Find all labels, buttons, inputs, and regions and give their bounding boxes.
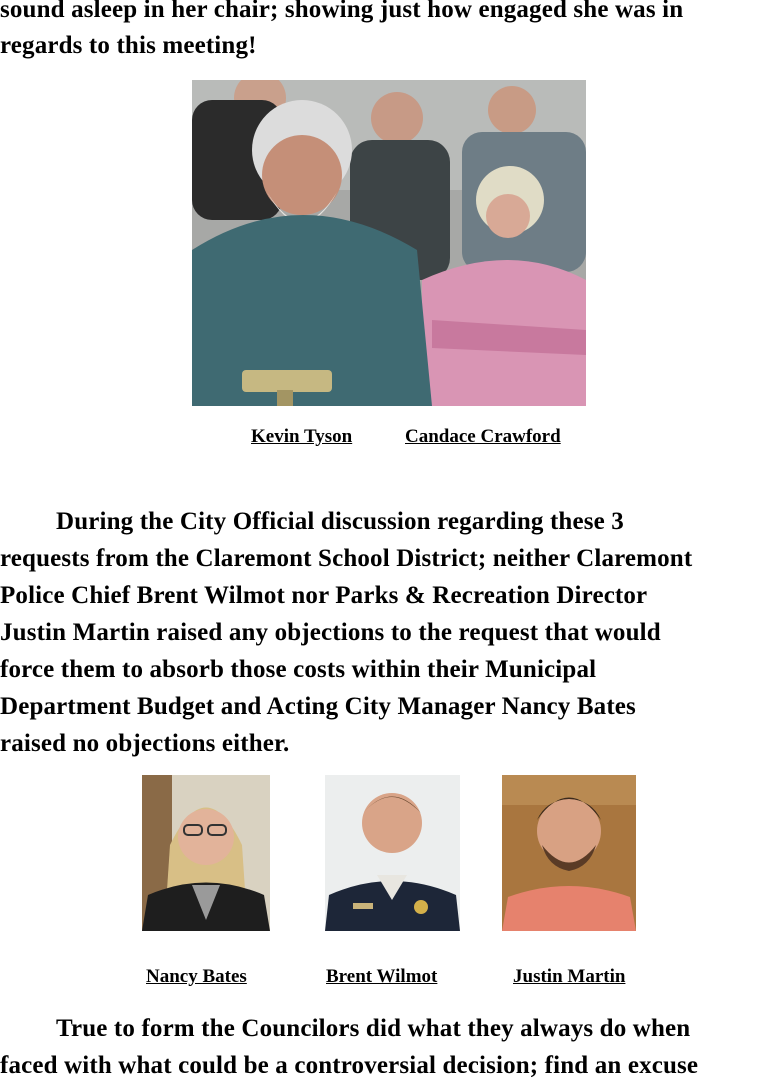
paragraph-line: Justin Martin raised any objections to the request that would [0,619,661,646]
paragraph-line: sound asleep in her chair; showing just how engaged she was in [0,0,684,23]
paragraph-line: Department Budget and Acting City Manager Nancy Bates [0,693,636,720]
nancy-bates-photo [142,775,270,931]
paragraph-line: faced with what could be a controversial decision; find an excuse [0,1052,699,1079]
paragraph-line: raised no objections either. [0,730,290,757]
caption-kevin-tyson: Kevin Tyson [251,426,353,447]
meeting-photo [192,80,586,406]
justin-martin-photo [502,775,636,931]
caption-candace-crawford: Candace Crawford [405,426,561,447]
caption-nancy-bates: Nancy Bates [146,966,247,987]
caption-brent-wilmot: Brent Wilmot [326,966,438,987]
brent-wilmot-photo [325,775,460,931]
paragraph-line: regards to this meeting! [0,32,257,59]
paragraph-line: requests from the Claremont School District; neither Claremont [0,545,693,572]
paragraph-line: Police Chief Brent Wilmot nor Parks & Recreation Director [0,582,648,609]
paragraph-line: True to form the Councilors did what they always do when [56,1015,691,1042]
caption-justin-martin: Justin Martin [513,966,626,987]
paragraph-line: force them to absorb those costs within their Municipal [0,656,597,683]
paragraph-line: During the City Official discussion regarding these 3 [56,508,624,535]
